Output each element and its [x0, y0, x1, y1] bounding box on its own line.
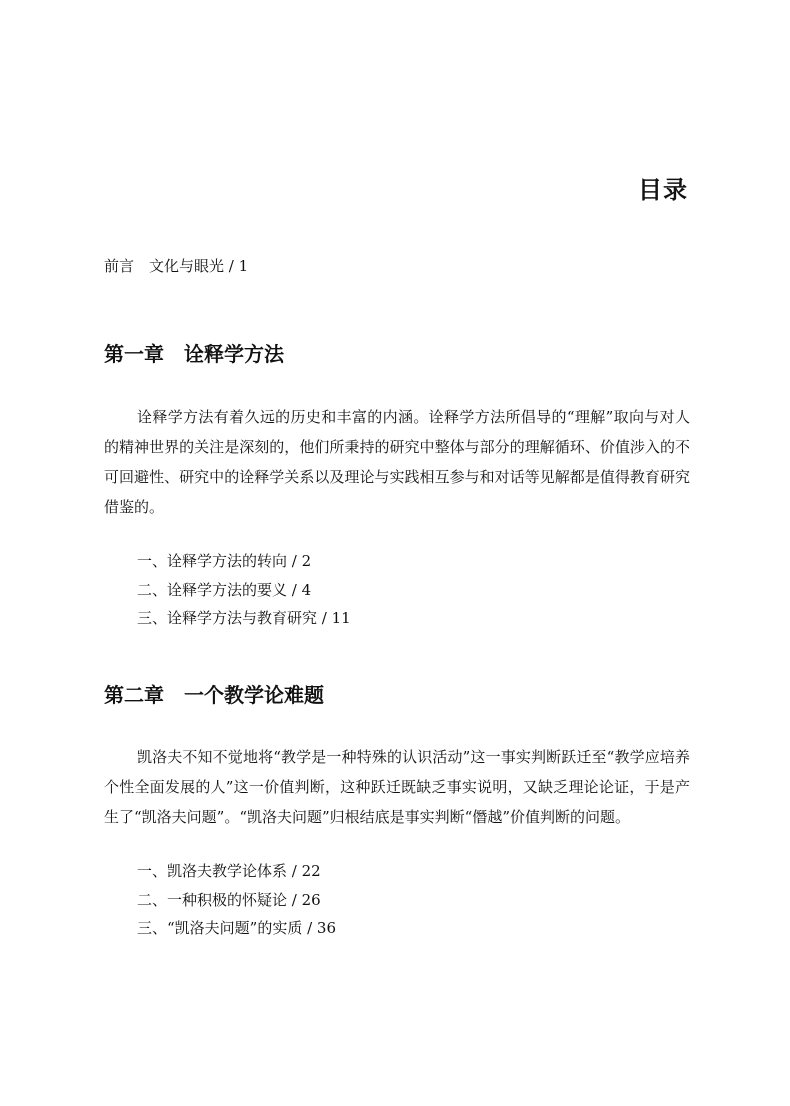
- preface-entry: 前言 文化与眼光 / 1: [104, 257, 249, 275]
- section-entry: 一、凯洛夫教学论体系 / 22: [137, 862, 321, 880]
- chapter-heading: 第二章 一个教学论难题: [104, 683, 324, 707]
- section-entry: 二、一种积极的怀疑论 / 26: [137, 890, 321, 909]
- section-entry: 二、诠释学方法的要义 / 4: [137, 580, 312, 599]
- page-title: 目录: [638, 176, 688, 204]
- chapter-2: [104, 679, 690, 943]
- chapter-1: [104, 338, 690, 633]
- section-entry: 一、诠释学方法的转向 / 2: [137, 552, 312, 570]
- chapter-heading: 第一章 诠释学方法: [104, 342, 284, 366]
- chapter-summary: 凯洛夫不知不觉地将“教学是一种特殊的认识活动”这一事实判断跃迁至“教学应培养个性全面发展的人”这一价值判断，这种跃迁既缺乏事实说明，又缺乏理论论证，于是产生了“凯洛夫问题”。“凯洛夫问题”归根结底是事实判断“僭越”价值判断的问题。: [104, 748, 690, 826]
- section-list: [104, 857, 690, 943]
- section-list: [104, 547, 690, 633]
- section-entry: 三、“凯洛夫问题”的实质 / 36: [137, 919, 337, 937]
- chapter-summary: 诠释学方法有着久远的历史和丰富的内涵。诠释学方法所倡导的“理解”取向与对人的精神世界的关注是深刻的，他们所秉持的研究中整体与部分的理解循环、价值涉入的不可回避性、研究中的诠释学关系以及理论与实践相互参与和对话等见解都是值得教育研究借鉴的。: [104, 408, 690, 516]
- section-entry: 三、诠释学方法与教育研究 / 11: [137, 609, 351, 627]
